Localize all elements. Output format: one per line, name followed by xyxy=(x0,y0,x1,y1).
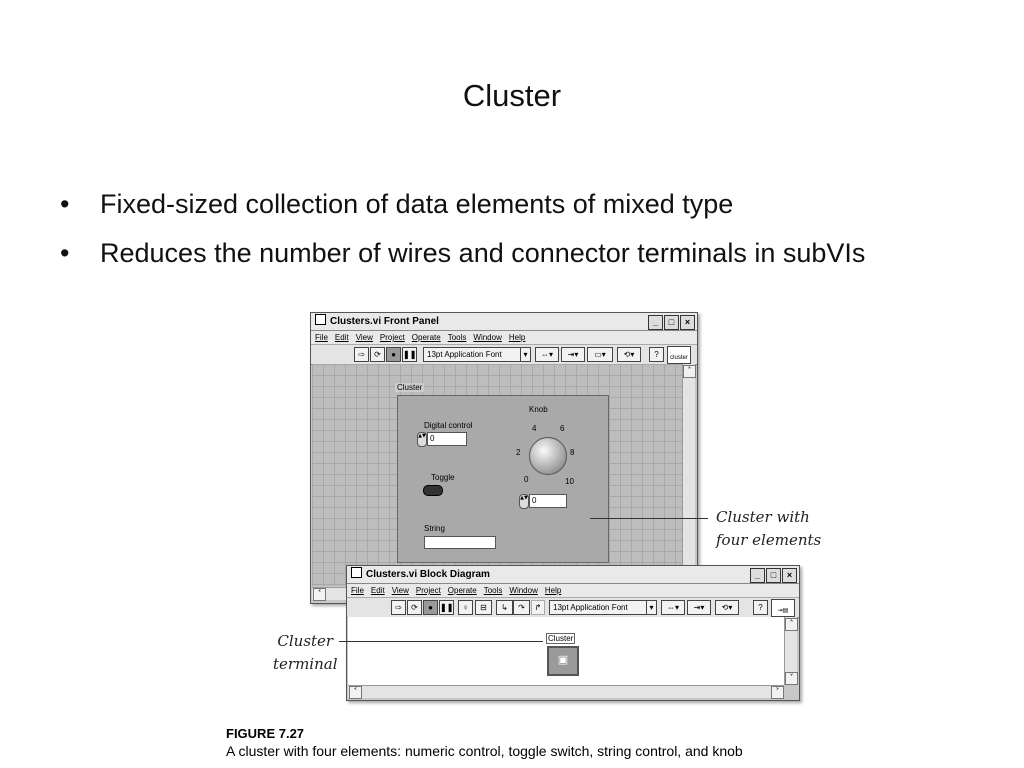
distribute-objects-icon[interactable]: ⇥▾ xyxy=(561,347,585,362)
abort-icon[interactable]: ● xyxy=(423,600,438,615)
close-button[interactable]: × xyxy=(680,315,695,330)
front-panel-toolbar xyxy=(311,345,697,365)
menu-file[interactable]: File xyxy=(315,333,328,342)
cluster-terminal-annotation: Cluster terminal xyxy=(273,632,338,673)
align-objects-icon[interactable]: ⇔▾ xyxy=(535,347,559,362)
run-continuously-icon[interactable]: ⟳ xyxy=(407,600,422,615)
bullet-text: Reduces the number of wires and connector terminals in subVIs xyxy=(100,238,866,268)
connector-pane-icon[interactable]: ⇥▤ xyxy=(771,599,795,617)
scroll-up-icon[interactable]: ˄ xyxy=(785,618,798,631)
distribute-objects-icon[interactable]: ⇥▾ xyxy=(687,600,711,615)
run-arrow-icon[interactable]: ⇨ xyxy=(354,347,369,362)
close-button[interactable]: × xyxy=(782,568,797,583)
font-select[interactable]: 13pt Application Font xyxy=(549,600,649,615)
toggle-label: Toggle xyxy=(431,473,455,482)
cluster-terminal-icon[interactable]: ▣ xyxy=(547,646,579,676)
string-control[interactable] xyxy=(424,536,496,549)
digital-control[interactable]: 0 xyxy=(427,432,467,446)
terminal-leader-line xyxy=(339,641,543,642)
scroll-left-icon[interactable]: ˂ xyxy=(349,686,362,699)
font-dropdown-arrow-icon[interactable]: ▾ xyxy=(646,600,657,615)
menu-view[interactable]: View xyxy=(355,333,373,342)
connector-pane-icon[interactable]: cluster xyxy=(667,346,691,364)
maximize-button[interactable]: □ xyxy=(766,568,781,583)
block-diagram-toolbar xyxy=(347,598,799,618)
labview-app-icon xyxy=(315,314,326,325)
bullet-text: Fixed-sized collection of data elements of mixed type xyxy=(100,189,734,219)
digital-increment-icon[interactable]: ▲▼ xyxy=(417,432,427,447)
run-continuously-icon[interactable]: ⟳ xyxy=(370,347,385,362)
front-panel-title: Clusters.vi Front Panel xyxy=(330,316,439,327)
knob[interactable] xyxy=(529,437,567,475)
bullet-dot: • xyxy=(60,238,70,268)
block-diagram-title: Clusters.vi Block Diagram xyxy=(366,569,490,580)
resize-objects-icon[interactable]: ▭▾ xyxy=(587,347,613,362)
menu-window[interactable]: Window xyxy=(509,586,538,595)
toggle-switch[interactable] xyxy=(423,485,443,496)
maximize-button[interactable]: □ xyxy=(664,315,679,330)
knob-tick-label: 6 xyxy=(560,424,565,433)
menu-edit[interactable]: Edit xyxy=(334,333,349,342)
menu-edit[interactable]: Edit xyxy=(370,586,385,595)
step-into-icon[interactable]: ↳ xyxy=(496,600,513,615)
block-diagram-titlebar[interactable] xyxy=(347,566,799,584)
run-arrow-icon[interactable]: ⇨ xyxy=(391,600,406,615)
menu-tools[interactable]: Tools xyxy=(447,333,467,342)
string-label: String xyxy=(424,524,445,533)
reorder-icon[interactable]: ⟲▾ xyxy=(617,347,641,362)
front-panel-window xyxy=(310,312,698,604)
scroll-left-icon[interactable]: ˂ xyxy=(313,588,326,601)
pause-icon[interactable]: ❚❚ xyxy=(439,600,454,615)
cluster-leader-line xyxy=(590,518,708,519)
font-select[interactable]: 13pt Application Font xyxy=(423,347,523,362)
cluster-with-elements-annotation: Cluster with four elements xyxy=(716,508,822,549)
reorder-icon[interactable]: ⟲▾ xyxy=(715,600,739,615)
scroll-down-icon[interactable]: ˅ xyxy=(785,672,798,685)
figure-number: FIGURE 7.27 xyxy=(226,726,305,741)
step-out-icon[interactable]: ↱ xyxy=(531,600,545,615)
digital-control-label: Digital control xyxy=(424,421,473,430)
menu-file[interactable]: File xyxy=(351,586,364,595)
knob-tick-label: 10 xyxy=(565,477,574,486)
menu-window[interactable]: Window xyxy=(473,333,502,342)
horizontal-scrollbar[interactable] xyxy=(348,685,784,698)
step-over-icon[interactable]: ↷ xyxy=(513,600,530,615)
scroll-up-icon[interactable]: ˄ xyxy=(683,365,696,378)
minimize-button[interactable]: _ xyxy=(648,315,663,330)
block-diagram-window xyxy=(346,565,800,701)
menu-project[interactable]: Project xyxy=(379,333,405,342)
vertical-scrollbar[interactable] xyxy=(682,364,695,586)
cluster-terminal-label: Cluster xyxy=(548,634,574,643)
menu-tools[interactable]: Tools xyxy=(483,586,503,595)
bullet-item xyxy=(58,186,938,222)
menu-project[interactable]: Project xyxy=(415,586,441,595)
menu-operate[interactable]: Operate xyxy=(447,586,477,595)
knob-tick-label: 8 xyxy=(570,448,575,457)
front-panel-titlebar[interactable] xyxy=(311,313,697,331)
figure-caption: A cluster with four elements: numeric control, toggle switch, string control, and knob xyxy=(226,743,743,759)
bullet-item xyxy=(58,235,938,271)
scroll-right-icon[interactable]: ˃ xyxy=(771,686,784,699)
knob-tick-label: 2 xyxy=(516,448,521,457)
cluster-label: Cluster xyxy=(397,383,423,392)
minimize-button[interactable]: _ xyxy=(750,568,765,583)
menu-help[interactable]: Help xyxy=(508,333,526,342)
pause-icon[interactable]: ❚❚ xyxy=(402,347,417,362)
knob-label: Knob xyxy=(529,405,548,414)
bullet-list xyxy=(58,186,938,284)
menu-operate[interactable]: Operate xyxy=(411,333,441,342)
front-panel-menubar xyxy=(311,331,697,345)
knob-digital-display[interactable]: 0 xyxy=(529,494,567,508)
bullet-dot: • xyxy=(60,189,70,219)
abort-icon[interactable]: ● xyxy=(386,347,401,362)
knob-increment-icon[interactable]: ▲▼ xyxy=(519,494,529,509)
menu-view[interactable]: View xyxy=(391,586,409,595)
knob-tick-label: 4 xyxy=(532,424,537,433)
slide-title: Cluster xyxy=(462,78,562,113)
help-icon[interactable]: ? xyxy=(753,600,768,615)
retain-wire-values-icon[interactable]: ⊟ xyxy=(475,600,492,615)
vertical-scrollbar[interactable] xyxy=(784,617,797,685)
align-objects-icon[interactable]: ⇔▾ xyxy=(661,600,685,615)
knob-tick-label: 0 xyxy=(524,475,529,484)
font-dropdown-arrow-icon[interactable]: ▾ xyxy=(520,347,531,362)
labview-app-icon xyxy=(351,567,362,578)
highlight-execution-icon[interactable]: ♀ xyxy=(458,600,473,615)
help-icon[interactable]: ? xyxy=(649,347,664,362)
block-diagram-menubar xyxy=(347,584,799,598)
menu-help[interactable]: Help xyxy=(544,586,562,595)
